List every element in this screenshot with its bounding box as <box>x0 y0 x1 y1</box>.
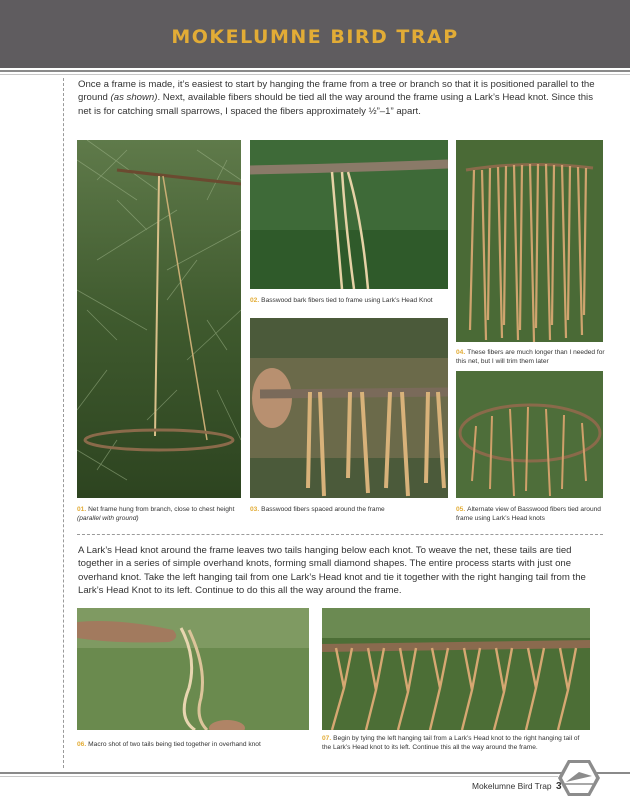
photo-fibers-spaced-around-frame <box>250 318 448 498</box>
header-rule <box>0 70 630 72</box>
section-separator <box>77 534 603 535</box>
header-rule-thin <box>0 74 630 75</box>
photo-frame-hung-from-branch <box>77 140 241 498</box>
footer-title: Mokelumne Bird Trap <box>472 781 552 791</box>
intro-paragraph <box>78 78 598 118</box>
page-title: MOKELUMNE BIRD TRAP <box>171 26 459 48</box>
photo-basswood-fibers-lark-head-knot <box>250 140 448 289</box>
weaving-paragraph: A Lark’s Head knot around the frame leaves two tails hanging below each knot. To weave the net, these tails are tied together in a series of simple overhand knots, forming small diamond shapes. The entire process starts with just one overhand knot. Take the left hanging tail from one Lark’s Head knot and tie it together with the right hanging tail from the Lark’s Head Knot to its left. Continue to do this all the way around the frame. <box>78 545 586 597</box>
photo-tying-tails-around-frame <box>322 608 590 730</box>
caption-01: 01. Net frame hung from branch, close to chest height (parallel with ground) <box>77 506 235 522</box>
caption-04: 04. These fibers are much longer than I needed for this net, but I will trim them later <box>456 349 605 365</box>
intro-text-part2: . Next, available fibers should be tied all the way around the frame using a Lark’s Head knot. Since this net is for catching small sparrows, I spaced the fibers approximately ½”–1” apart. <box>78 92 593 117</box>
photo-alternate-view-fibers <box>456 371 603 498</box>
left-dashed-margin-line <box>63 78 64 768</box>
caption-03: 03. Basswood fibers spaced around the frame <box>250 506 385 513</box>
bird-trap-logo-icon <box>557 758 601 798</box>
caption-07: 07. Begin by tying the left hanging tail from a Lark’s Head knot to the right hanging tail of the Lark’s Head knot to its left. Continue this all the way around the frame. <box>322 735 580 751</box>
caption-05: 05. Alternate view of Basswood fibers tied around frame using Lark’s Head knots <box>456 506 601 522</box>
page-header <box>0 0 630 68</box>
caption-06: 06. Macro shot of two tails being tied together in overhand knot <box>77 741 261 748</box>
footer-rule <box>0 772 630 774</box>
caption-02: 02. Basswood bark fibers tied to frame using Lark’s Head Knot <box>250 297 433 304</box>
page-number: 3 <box>555 781 562 792</box>
footer-page-label <box>472 781 562 792</box>
photo-macro-two-tails-knot <box>77 608 309 730</box>
intro-text-part1: Once a frame is made, it’s easiest to start by hanging the frame from a tree or branch so that it is positioned parallel to the ground <box>78 79 595 104</box>
intro-text-emphasis: (as shown) <box>110 92 158 104</box>
footer-rule-thin <box>0 776 558 777</box>
photo-long-hanging-fibers <box>456 140 603 342</box>
